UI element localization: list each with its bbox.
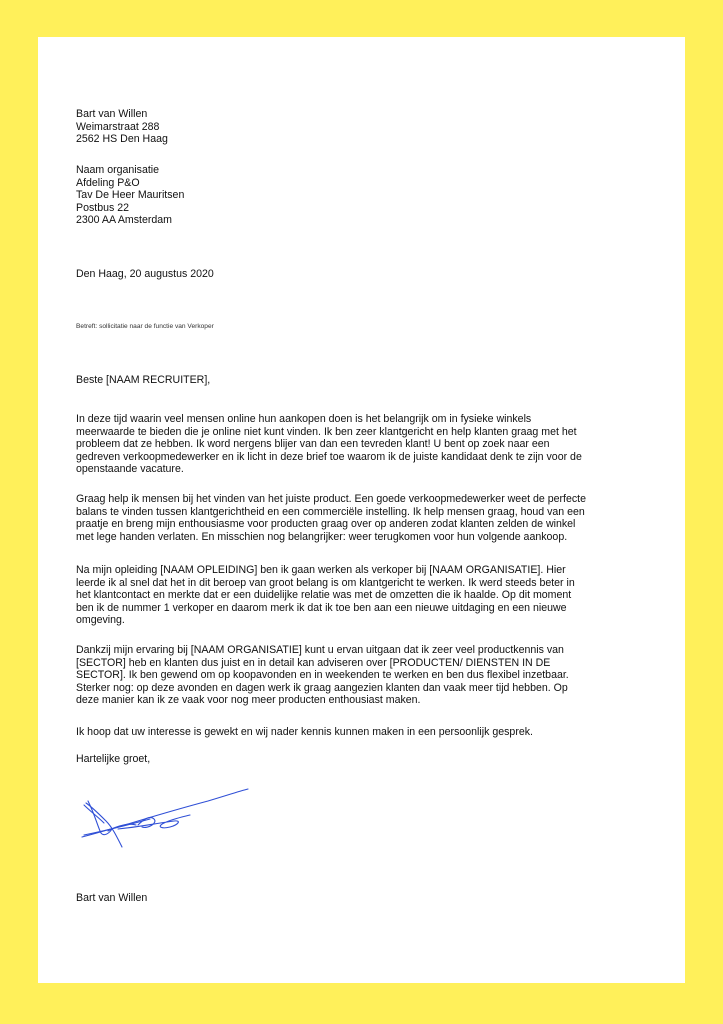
subject-line: Betreft: sollicitatie naar de functie van Verkoper xyxy=(76,323,214,330)
signature-name: Bart van Willen xyxy=(76,892,148,904)
sender-street: Weimarstraat 288 xyxy=(76,120,160,133)
body-paragraph-3 xyxy=(76,564,648,627)
paragraph-line: In deze tijd waarin veel mensen online hun aankopen doen is het belangrijk om in fysieke winkels xyxy=(76,413,532,425)
paragraph-line: Ik hoop dat uw interesse is gewekt en wij nader kennis kunnen maken in een persoonlijk gesprek. xyxy=(76,726,533,738)
sender-address xyxy=(76,108,656,146)
place-date: Den Haag, 20 augustus 2020 xyxy=(76,268,214,280)
paragraph-line: Na mijn opleiding [NAAM OPLEIDING] ben ik gaan werken als verkoper bij [NAAM ORGANISATIE]. Hier xyxy=(76,564,566,576)
paragraph-line: ben ik de nummer 1 verkoper en daarom merk ik dat ik toe ben aan een nieuwe uitdaging en een nieuwe xyxy=(76,601,567,614)
paragraph-line: met lege handen verlaten. En misschien nog belangrijker: weer terugkomen voor hun volgende aankoop. xyxy=(76,530,568,543)
paragraph-line: leerde ik al snel dat het in dit beroep van groot belang is om klantgericht te werken. Ik werd steeds beter in xyxy=(76,576,575,589)
sender-city: 2562 HS Den Haag xyxy=(76,133,168,146)
recipient-attention: Tav De Heer Mauritsen xyxy=(76,189,185,202)
paragraph-line: Dankzij mijn ervaring bij [NAAM ORGANISATIE] kunt u ervan uitgaan dat ik zeer veel productkennis van xyxy=(76,644,564,656)
paragraph-line: deze manier kan ik ze vaak voor nog meer producten enthousiast maken. xyxy=(76,694,421,707)
body-paragraph-2 xyxy=(76,493,648,543)
letter-page xyxy=(38,37,685,983)
paragraph-line: probleem dat ze hebben. Ik word nergens blijer van dan een tevreden klant! U bent op zoek naar een xyxy=(76,438,550,451)
recipient-department: Afdeling P&O xyxy=(76,176,140,189)
salutation: Beste [NAAM RECRUITER], xyxy=(76,374,211,386)
body-paragraph-5 xyxy=(76,726,648,739)
paragraph-line: praatje en breng mijn enthousiasme voor producten graag over op anderen zodat klanten zelden de winkel xyxy=(76,518,576,531)
recipient-address xyxy=(76,164,656,227)
paragraph-line: SECTOR]. Ik ben gewend om op koopavonden en in weekenden te werken en ben dus flexibel inzetbaar. xyxy=(76,669,569,682)
body-paragraph-1 xyxy=(76,413,648,476)
body-paragraph-4 xyxy=(76,644,648,707)
handwritten-signature xyxy=(78,785,253,857)
paragraph-line: gedreven verkoopmedewerker en ik licht in deze brief toe waarom ik de juiste kandidaat denk te zijn voor de xyxy=(76,450,582,463)
paragraph-line: [SECTOR] heb en klanten dus juist en in detail kan adviseren over [PRODUCTEN/ DIENSTEN IN DE xyxy=(76,656,551,669)
paragraph-line: Graag help ik mensen bij het vinden van het juiste product. Een goede verkoopmedewerker weet de perfecte xyxy=(76,493,586,505)
recipient-city: 2300 AA Amsterdam xyxy=(76,214,172,227)
closing: Hartelijke groet, xyxy=(76,753,151,765)
paragraph-line: meerwaarde te bieden die je online niet kunt vinden. Ik ben zeer klantgericht en help klanten graag met het xyxy=(76,425,577,438)
recipient-organization: Naam organisatie xyxy=(76,164,160,176)
paragraph-line: omgeving. xyxy=(76,614,125,627)
paragraph-line: openstaande vacature. xyxy=(76,463,184,476)
sender-name: Bart van Willen xyxy=(76,108,148,120)
paragraph-line: balans te vinden tussen klantgerichtheid en een commerciële instelling. Ik help mensen graag, houd van een xyxy=(76,505,585,518)
recipient-po-box: Postbus 22 xyxy=(76,201,130,214)
paragraph-line: Sterker nog: op deze avonden en dagen werk ik graag aangezien klanten dan vaak meer tijd hebben. Op xyxy=(76,681,568,694)
paragraph-line: het klantcontact en merkte dat er een duidelijke relatie was met de omzetten die ik haalde. Op dit moment xyxy=(76,589,572,602)
